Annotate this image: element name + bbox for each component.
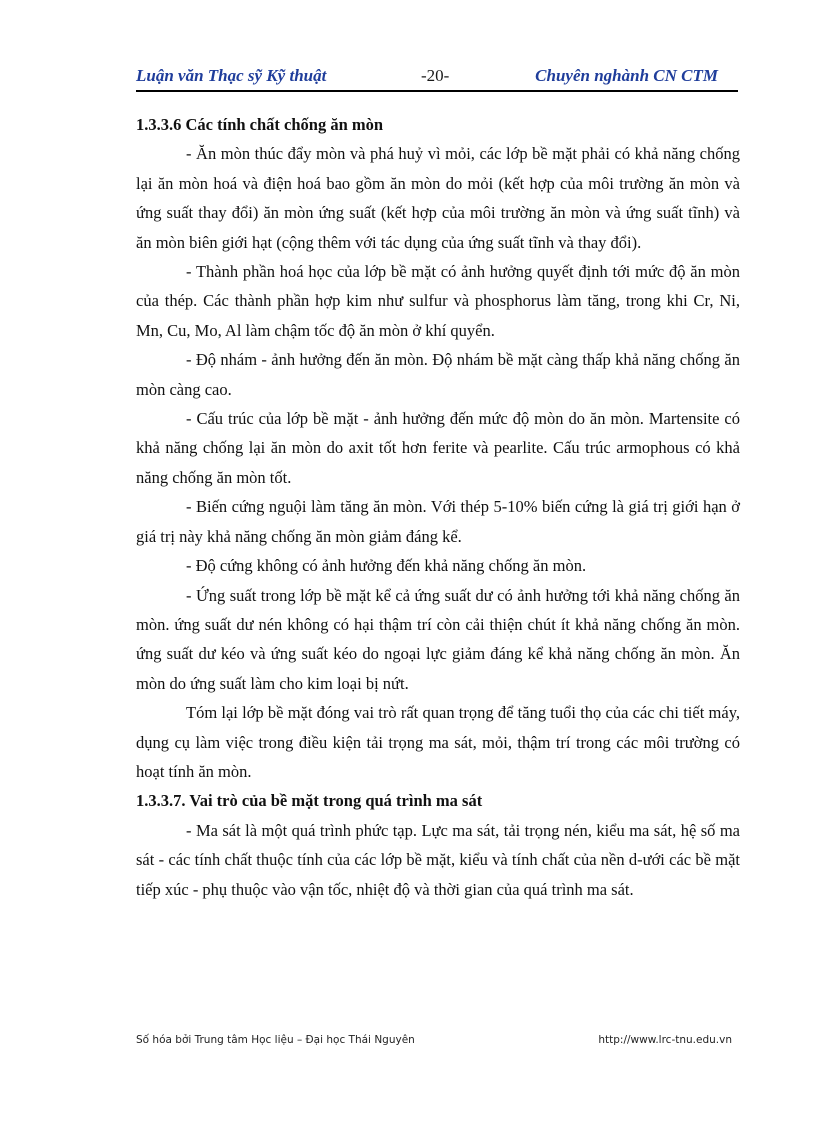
paragraph: - Thành phần hoá học của lớp bề mặt có ảnh hưởng quyết định tới mức độ ăn mòn của thép. Các thành phần hợp kim như sulfur và phosphorus làm tăng, trong khi Cr, Ni, Mn, Cu, Mo, Al làm chậm tốc độ ăn mòn ở khí quyển. bbox=[136, 262, 740, 340]
paragraph: - Ma sát là một quá trình phức tạp. Lực ma sát, tải trọng nén, kiểu ma sát, hệ số ma sát - các tính chất thuộc tính của các lớp bề mặt, kiểu và tính chất của nền d-ưới các bề mặt tiếp xúc - phụ thuộc vào vận tốc, nhiệt độ và thời gian của quá trình ma sát. bbox=[136, 820, 740, 899]
section-heading-1336: 1.3.3.6 Các tính chất chống ăn mòn bbox=[136, 115, 384, 134]
paragraph: - Biến cứng nguội làm tăng ăn mòn. Với thép 5-10% biến cứng là giá trị giới hạn ở giá trị này khả năng chống ăn mòn giảm đáng kể. bbox=[136, 497, 740, 546]
header-page-number: -20- bbox=[421, 66, 450, 85]
paragraph: - Ăn mòn thúc đẩy mòn và phá huỷ vì mỏi, các lớp bề mặt phải có khả năng chống lại ăn mòn hoá và điện hoá bao gồm ăn mòn do mỏi (kết hợp của môi trường ăn mòn và ứng suất thay đổi) ăn mòn ứng suất (kết hợp của môi trường ăn mòn và ứng suất tĩnh) và ăn mòn biên giới hạt (cộng thêm với tác dụng của ứng suất tĩnh và thay đổi). bbox=[136, 144, 740, 252]
header-rule bbox=[136, 90, 738, 92]
footer-url-link[interactable]: http://www.lrc-tnu.edu.vn bbox=[598, 1034, 732, 1046]
paragraph: - Độ nhám - ảnh hưởng đến ăn mòn. Độ nhám bề mặt càng thấp khả năng chống ăn mòn càng cao. bbox=[136, 350, 740, 399]
paragraph: - Ứng suất trong lớp bề mặt kể cả ứng suất dư có ảnh hưởng tới khả năng chống ăn mòn. ứng suất dư nén không có hại thậm trí còn cải thiện chút ít khả năng chống ăn mòn. ứng suất dư kéo và ứng suất kéo do ngoại lực giảm đáng kể khả năng chống ăn mòn. Ăn mòn do ứng suất làm cho kim loại bị nứt. bbox=[136, 585, 740, 693]
document-body bbox=[136, 110, 740, 904]
paragraph: - Độ cứng không có ảnh hưởng đến khả năng chống ăn mòn. bbox=[186, 556, 587, 576]
header-specialization: Chuyên nghành CN CTM bbox=[535, 66, 718, 85]
page-footer bbox=[136, 1034, 732, 1050]
section-heading-1337: 1.3.3.7. Vai trò của bề mặt trong quá trình ma sát bbox=[136, 791, 483, 811]
paragraph: - Cấu trúc của lớp bề mặt - ảnh hưởng đến mức độ mòn do ăn mòn. Martensite có khả năng chống lại ăn mòn do axit tốt hơn ferite và pearlite. Cấu trúc armophous có khả năng chống ăn mòn tốt. bbox=[136, 409, 740, 487]
footer-digitized-by: Số hóa bởi Trung tâm Học liệu – Đại học Thái Nguyên bbox=[136, 1034, 415, 1046]
header-thesis-title: Luận văn Thạc sỹ Kỹ thuật bbox=[136, 66, 327, 85]
paragraph: Tóm lại lớp bề mặt đóng vai trò rất quan trọng để tăng tuổi thọ của các chi tiết máy, dụng cụ làm việc trong điều kiện tải trọng ma sát, mỏi, thậm trí trong các môi trường có hoạt tính ăn mòn. bbox=[136, 703, 740, 781]
page-header bbox=[136, 66, 740, 88]
